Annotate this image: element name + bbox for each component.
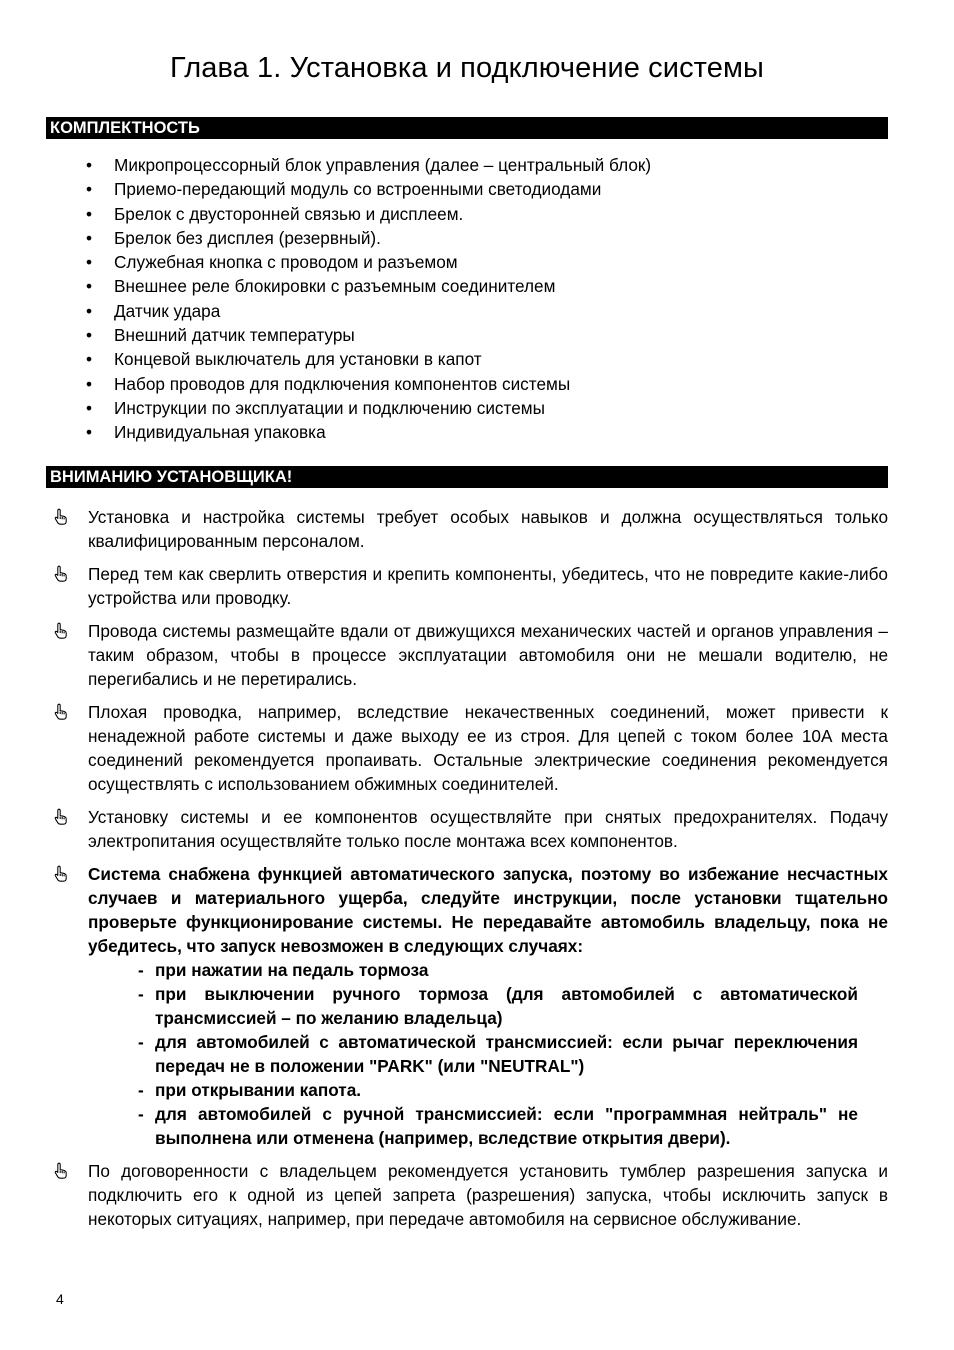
list-item-text: Брелок с двусторонней связью и дисплеем. xyxy=(114,203,464,224)
installer-notes xyxy=(54,505,888,1240)
list-item xyxy=(86,323,651,347)
note-text: Перед тем как сверлить отверстия и крепить компоненты, убедитесь, что не повредите какие-либо устройства или проводку. xyxy=(88,564,888,608)
pointing-hand-icon xyxy=(54,619,88,691)
bullet-icon: • xyxy=(86,252,93,273)
note-text: Провода системы размещайте вдали от движущихся механических частей и органов управления – таким образом, чтобы в процессе эксплуатации автомобиля они не мешали водителю, не перегибались и не перетирались. xyxy=(88,621,888,689)
page-number: 4 xyxy=(56,1291,64,1307)
list-item-text: Внешний датчик температуры xyxy=(114,325,355,346)
list-item-text: Набор проводов для подключения компонентов системы xyxy=(114,373,571,394)
list-item xyxy=(86,274,651,298)
bullet-icon: • xyxy=(86,397,93,418)
bullet-icon: • xyxy=(86,155,93,175)
pointing-hand-icon xyxy=(54,505,88,553)
bullet-icon: • xyxy=(86,422,93,443)
warning-note xyxy=(54,862,888,1150)
warning-case-text: для автомобилей с автоматической трансмиссией: если рычаг переключения передач не в положении "PARK" (или "NEUTRAL") xyxy=(155,1032,858,1076)
list-item xyxy=(86,226,651,250)
warning-case xyxy=(88,982,858,1030)
list-item-text: Брелок без дисплея (резервный). xyxy=(114,227,381,248)
warning-case-text: для автомобилей с ручной трансмиссией: если "программная нейтраль" не выполнена или отменена (например, вследствие открытия двери). xyxy=(155,1104,858,1148)
bullet-icon: • xyxy=(86,349,93,370)
warning-body xyxy=(88,862,888,1150)
bullet-icon: • xyxy=(86,179,93,200)
list-item xyxy=(86,420,651,444)
note-item xyxy=(54,505,888,553)
note-item xyxy=(54,1159,888,1231)
note-item xyxy=(54,619,888,691)
dash-bullet: - xyxy=(138,1032,144,1052)
list-item xyxy=(86,177,651,201)
list-item-text: Приемо-передающий модуль со встроенными светодиодами xyxy=(114,179,602,200)
list-item-text: Индивидуальная упаковка xyxy=(114,422,326,443)
list-item xyxy=(86,202,651,226)
note-text: По договоренности с владельцем рекомендуется установить тумблер разрешения запуска и подключить его к одной из цепей запрета (разрешения) запуска, чтобы исключить запуск в некоторых ситуациях, например, при передаче автомобиля на сервисное обслуживание. xyxy=(88,1161,888,1229)
warning-case-text: при выключении ручного тормоза (для автомобилей с автоматической трансмиссией – по желанию владельца) xyxy=(155,984,858,1028)
warning-text: Система снабжена функцией автоматического запуска, поэтому во избежание несчастных случаев и материального ущерба, следуйте инструкции, после установки тщательно проверьте функционирование системы. Не передавайте автомобиль владельцу, пока не убедитесь, что запуск невозможен в следующих случаях: xyxy=(88,864,888,956)
bullet-icon: • xyxy=(86,227,93,248)
pointing-hand-icon xyxy=(54,1159,88,1231)
list-item xyxy=(86,153,651,177)
warning-cases-list xyxy=(88,958,888,1150)
note-text: Установка и настройка системы требует особых навыков и должна осуществляться только квалифицированным персоналом. xyxy=(88,507,888,551)
list-item-text: Инструкции по эксплуатации и подключению системы xyxy=(114,397,545,418)
list-item xyxy=(86,299,651,323)
kit-list xyxy=(86,153,651,445)
section-heading-kit: КОМПЛЕКТНОСТЬ xyxy=(46,117,888,139)
pointing-hand-icon xyxy=(54,700,88,796)
note-item xyxy=(54,805,888,853)
dash-bullet: - xyxy=(138,984,144,1004)
bullet-icon: • xyxy=(86,325,93,346)
warning-case xyxy=(88,1030,858,1078)
warning-case-text: при нажатии на педаль тормоза xyxy=(155,960,429,980)
bullet-icon: • xyxy=(86,300,93,321)
bullet-icon: • xyxy=(86,203,93,224)
warning-case xyxy=(88,1102,858,1150)
dash-bullet: - xyxy=(138,960,144,980)
note-item xyxy=(54,562,888,610)
chapter-title: Глава 1. Установка и подключение системы xyxy=(170,52,764,84)
list-item-text: Внешнее реле блокировки с разъемным соединителем xyxy=(114,276,556,297)
list-item xyxy=(86,396,651,420)
list-item xyxy=(86,372,651,396)
warning-case-text: при открывании капота. xyxy=(155,1080,362,1100)
note-item xyxy=(54,700,888,796)
bullet-icon: • xyxy=(86,276,93,297)
pointing-hand-icon xyxy=(54,862,88,1150)
dash-bullet: - xyxy=(138,1104,144,1124)
warning-case xyxy=(88,1078,858,1102)
pointing-hand-icon xyxy=(54,805,88,853)
list-item-text: Микропроцессорный блок управления (далее – центральный блок) xyxy=(114,155,652,175)
note-text: Установку системы и ее компонентов осуществляйте при снятых предохранителях. Подачу электропитания осуществляйте только после монтажа всех компонентов. xyxy=(88,807,888,851)
list-item xyxy=(86,347,651,371)
list-item-text: Концевой выключатель для установки в капот xyxy=(114,349,482,370)
list-item-text: Служебная кнопка с проводом и разъемом xyxy=(114,252,458,273)
warning-case xyxy=(88,958,858,982)
pointing-hand-icon xyxy=(54,562,88,610)
list-item xyxy=(86,250,651,274)
bullet-icon: • xyxy=(86,373,93,394)
section-heading-installer: ВНИМАНИЮ УСТАНОВЩИКА! xyxy=(46,466,888,488)
list-item-text: Датчик удара xyxy=(114,300,221,321)
note-text: Плохая проводка, например, вследствие некачественных соединений, может привести к ненадежной работе системы и даже выходу ее из строя. Для цепей с током более 10А места соединений рекомендуется пропаивать. Остальные электрические соединения рекомендуется осуществлять с использованием обжимных соединителей. xyxy=(88,702,888,794)
dash-bullet: - xyxy=(138,1080,144,1100)
